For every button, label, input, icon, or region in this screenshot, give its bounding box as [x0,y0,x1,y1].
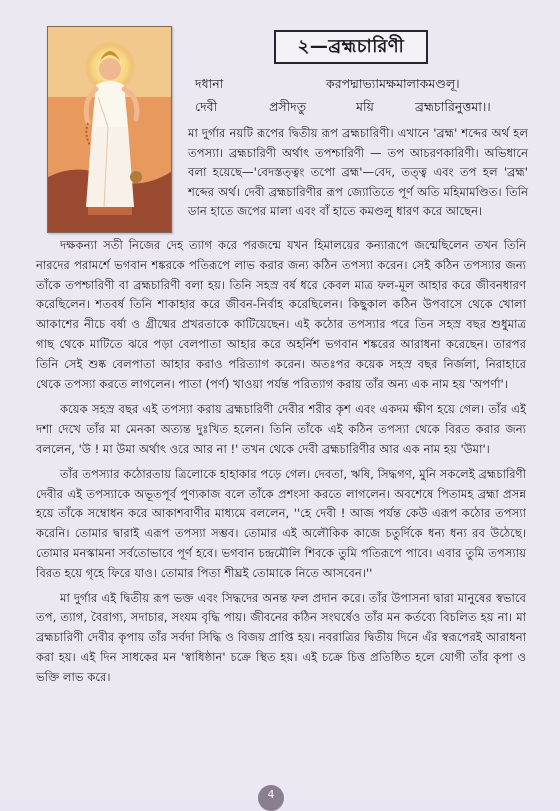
paragraph: মা দুর্গার এই দ্বিতীয় রূপ ভক্ত এবং সিদ্ধদের অনন্ত ফল প্রদান করে। তাঁর উপাসনা দ্বারা মানুষের স্বভাবে তপ, ত্যাগ, বৈরাগ্য, সদাচার, সংযম বৃদ্ধি পায়। জীবনের কঠিন সংঘর্ষেও তাঁর মন কর্তব্যে বিচলিত হয় না। মা ব্রহ্মচারিণী দেবীর কৃপায় তাঁর সর্বদা সিদ্ধি ও বিজয় প্রাপ্তি হয়। নবরাত্রির দ্বিতীয় দিনে এঁর স্বরূপেরই আরাধনা করা হয়। এই দিন সাধকের মন 'স্বাধিষ্ঠান' চক্রে স্থিত হয়। এই চক্রে চিত্ত প্রতিষ্ঠিত হলে যোগী তাঁর কৃপা ও ভক্তি লাভ করে। [36,590,526,684]
paragraph: দক্ষকন্যা সতী নিজের দেহ ত্যাগ করে পরজন্মে যখন হিমালয়ের কন্যারূপে জন্মেছিলেন তখন তিনি নারদের পরামর্শে ভগবান শঙ্করকে পতিরূপে লাভ করার জন্য কঠিন তপস্যা করেন। সেই কঠিন তপস্যার জন্য তাঁকে তপশ্চারিণী বা ব্রহ্মচারিণী বলা হয়। তিনি সহস্র বর্ষ ধরে কেবল মাত্র ফল-মূল আহার করে জীবনধারণ করেছিলেন। শতবর্ষ তিনি শাকাহার করে জীবন-নির্বাহ করেছিলেন। কিছুকাল কঠিন উপবাসে থেকে খোলা আকাশের নীচে বর্ষা ও গ্রীষ্মের প্রখরতাকে কাটিয়েছেন। এই কঠোর তপস্যার পরে তিন সহস্র বছর শুধুমাত্র গাছ থেকে মাটিতে ঝরে পড়া বেলপাতা আহার করে অহর্নিশ ভগবান শঙ্করের আরাধনা করেছেন। তারপর তিনি সেই শুষ্ক বেলপাতা আহার করাও পরিত্যাগ করেন। অতঃপর কয়েক সহস্র বছর নির্জলা, নিরাহারে থেকে তপস্যা করতে লাগলেন। পাতা (পর্ণ) খাওয়া পর্যন্ত পরিত্যাগ করায় তাঁর অন্য এক নাম হয় 'অপর্ণা'। [36,238,526,391]
goddess-illustration [48,27,171,232]
verse-word: দেবী [195,99,218,114]
verse-word: দধানা [195,76,224,91]
paragraph: কয়েক সহস্র বছর এই তপস্যা করায় ব্রহ্মচারিণী দেবীর শরীর কৃশ এবং একদম ক্ষীণ হয়ে গেল। তাঁর এই দশা দেখে তাঁর মা মেনকা অত্যন্ত দুঃখিত হলেন। তিনি তাঁকে এই কঠিন তপস্যা থেকে বিরত করার জন্য বললেন, 'উ ! মা উমা অর্থাৎ ওরে আর না !' তখন থেকে দেবী ব্রহ্মচারিণীর আর এক নাম হয় 'উমা'। [36,402,526,456]
body-text [36,236,526,693]
verse-word: ময়ি [356,99,374,114]
chapter-title: ২—ব্রহ্মচারিণী [274,30,428,64]
verse-word: করপদ্মাভ্যামক্ষমালাকমণ্ডলূ। [326,76,460,91]
verse-word: প্রসীদতু [269,99,307,114]
verse-word: ব্রহ্মচারিনুত্তমা।। [415,99,491,114]
intro-paragraph: মা দুর্গার নয়টি রূপের দ্বিতীয় রূপ ব্রহ্মচারিণী। এখানে 'ব্রহ্ম' শব্দের অর্থ হল তপস্যা। ব্রহ্মচারিণী অর্থাৎ তপশ্চারিণী — তপ আচরণকারিণী। অভিধানে বলা হয়েছে—'বেদস্তত্ত্বং তপো ব্রহ্ম'—বেদ, তত্ত্ব এবং তপ হল 'ব্রহ্ম' শব্দের অর্থ। দেবী ব্রহ্মচারিণীর রূপ জ্যোতিতে পূর্ণ অতি মহিমামণ্ডিত। তিনি ডান হাতে জপের মালা এবং বাঁ হাতে কমণ্ডলু ধারণ করে আছেন। [188,126,528,219]
goddess-brahmacharini-portrait [47,26,172,233]
page-number: 4 [258,785,284,811]
paragraph: তাঁর তপস্যার কঠোরতায় ত্রিলোকে হাহাকার পড়ে গেল। দেবতা, ঋষি, সিদ্ধগণ, মুনি সকলেই ব্রহ্মচারিণী দেবীর এই তপস্যাকে অভূতপূর্ব পুণ্যকাজ বলে তাঁকে প্রশংসা করতে লাগলেন। অবশেষে পিতামহ ব্রহ্মা প্রসন্ন হয়ে তাঁকে সম্বোধন করে আকাশবাণীর মাধ্যমে বললেন, ''হে দেবী ! আজ পর্যন্ত কেউ এরূপ কঠোর তপস্যা করেনি। তোমার দ্বারাই এরূপ তপস্যা সম্ভব। তোমার এই অলৌকিক কাজে চতুর্দিকে ধন্য ধন্য রব উঠেছে। তোমার মনস্কামনা সর্বতোভাবে পূর্ণ হবে। ভগবান চন্দ্রমৌলি শিবকে তুমি পতিরূপে পাবে। এবার তুমি তপস্যায় বিরত হয়ে গৃহে ফিরে যাও। তোমার পিতা শীঘ্রই তোমাকে নিতে আসবেন।'' [36,466,526,580]
